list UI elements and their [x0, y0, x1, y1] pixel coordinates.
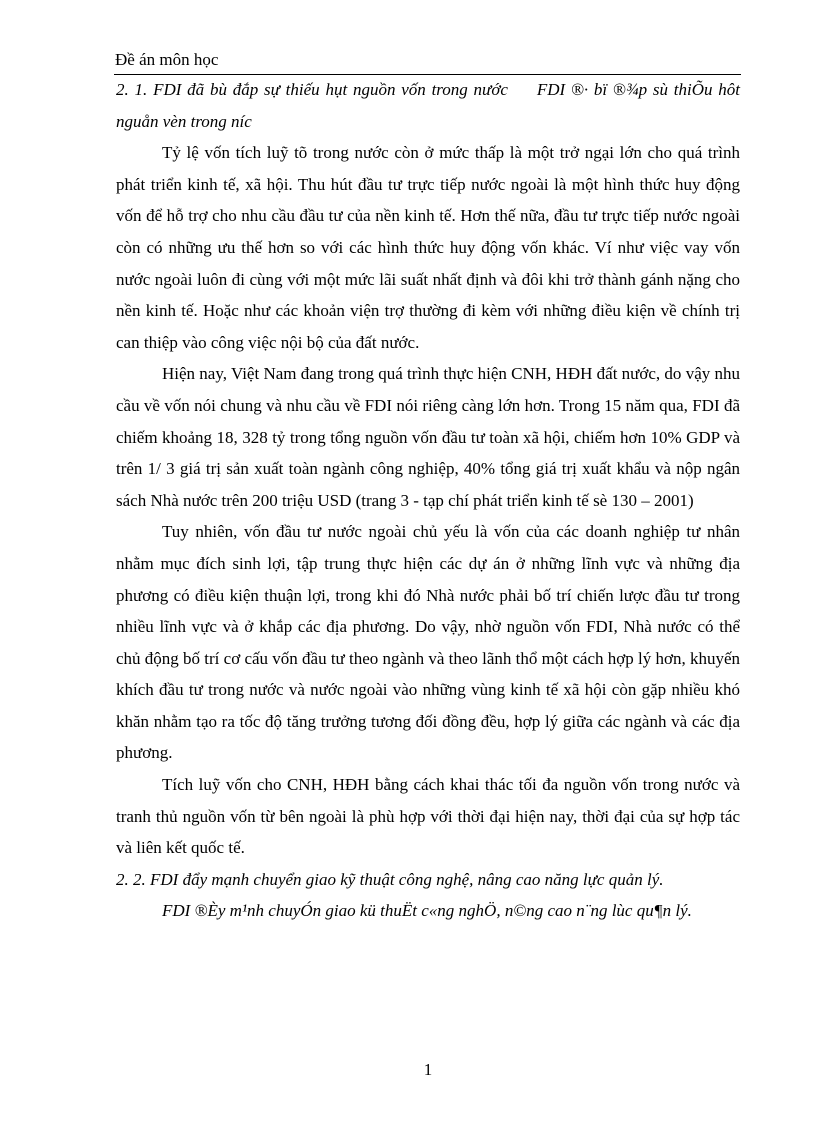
- paragraph-2: Hiện nay, Việt Nam đang trong quá trình thực hiện CNH, HĐH đất nước, do vậy nhu cầu về vốn nói chung và nhu cầu về FDI nói riêng càng lớn hơn. Trong 15 năm qua, FDI đã chiếm khoảng 18, 328 tỷ trong tổng nguồn vốn đầu tư toàn xã hội, chiếm hơn 10% GDP và trên 1/ 3 giá trị sản xuất toàn ngành công nghiệp, 40% tổng giá trị xuất khẩu và nộp ngân sách Nhà nước trên 200 triệu USD (trang 3 - tạp chí phát triển kinh tế sè 130 – 2001): [116, 364, 740, 510]
- paragraph-1: Tỷ lệ vốn tích luỹ tõ trong nước còn ở mức thấp là một trở ngại lớn cho quá trình phát triển kinh tế, xã hội. Thu hút đầu tư trực tiếp nước ngoài là một hình thức huy động vốn để hỗ trợ cho nhu cầu đầu tư của nền kinh tế. Hơn thế nữa, đầu tư trực tiếp nước ngoài còn có những ưu thế hơn so với các hình thức huy động vốn khác. Ví như việc vay vốn nước ngoài luôn đi cùng với một mức lãi suất nhất định và đôi khi trở thành gánh nặng cho nền kinh tế. Hoặc như các khoản viện trợ thường đi kèm với những điều kiện về chính trị can thiệp vào công việc nội bộ của đất nước.: [116, 143, 740, 352]
- section-2-1-heading-text: 2. 1. FDI đã bù đắp sự thiếu hụt nguồn vốn trong nước: [116, 80, 508, 99]
- document-body: [116, 74, 740, 927]
- section-2-1-heading: [116, 74, 740, 137]
- section-2-2-heading-garbled: FDI ®Èy m¹nh chuyÓn giao kü thuËt c«ng nghÖ, n©ng cao n¨ng lùc qu¶n lý.: [162, 901, 692, 921]
- header-title: Đề án môn học: [115, 50, 219, 69]
- paragraph-4: Tích luỹ vốn cho CNH, HĐH bằng cách khai thác tối đa nguồn vốn trong nước và tranh thủ nguồn vốn từ bên ngoài là phù hợp với thời đại hiện nay, thời đại của sự hợp tác và liên kết quốc tế.: [116, 775, 740, 858]
- page-number: 1: [423, 1060, 433, 1079]
- section-2-2-heading: 2. 2. FDI đẩy mạnh chuyển giao kỹ thuật công nghệ, nâng cao năng lực quản lý.: [116, 869, 664, 889]
- section-2-1-heading-garbled: FDI ®· bï ®¾p sù thiÕu hôt nguån vèn trong níc: [116, 80, 740, 131]
- paragraph-3: Tuy nhiên, vốn đầu tư nước ngoài chủ yếu là vốn của các doanh nghiệp tư nhân nhằm mục đích sinh lợi, tập trung thực hiện các dự án ở những lĩnh vực và những địa phương có điều kiện thuận lợi, trong khi đó Nhà nước phải bố trí chiến lược đầu tư trong nhiều lĩnh vực và ở khắp các địa phương. Do vậy, nhờ nguồn vốn FDI, Nhà nước có thể chủ động bố trí cơ cấu vốn đầu tư theo ngành và theo lãnh thổ một cách hợp lý hơn, khuyến khích đầu tư trong nước và nước ngoài vào những vùng kinh tế xã hội còn gặp nhiều khó khăn nhằm tạo ra tốc độ tăng trưởng tương đối đồng đều, hợp lý giữa các ngành và các địa phương.: [116, 522, 740, 763]
